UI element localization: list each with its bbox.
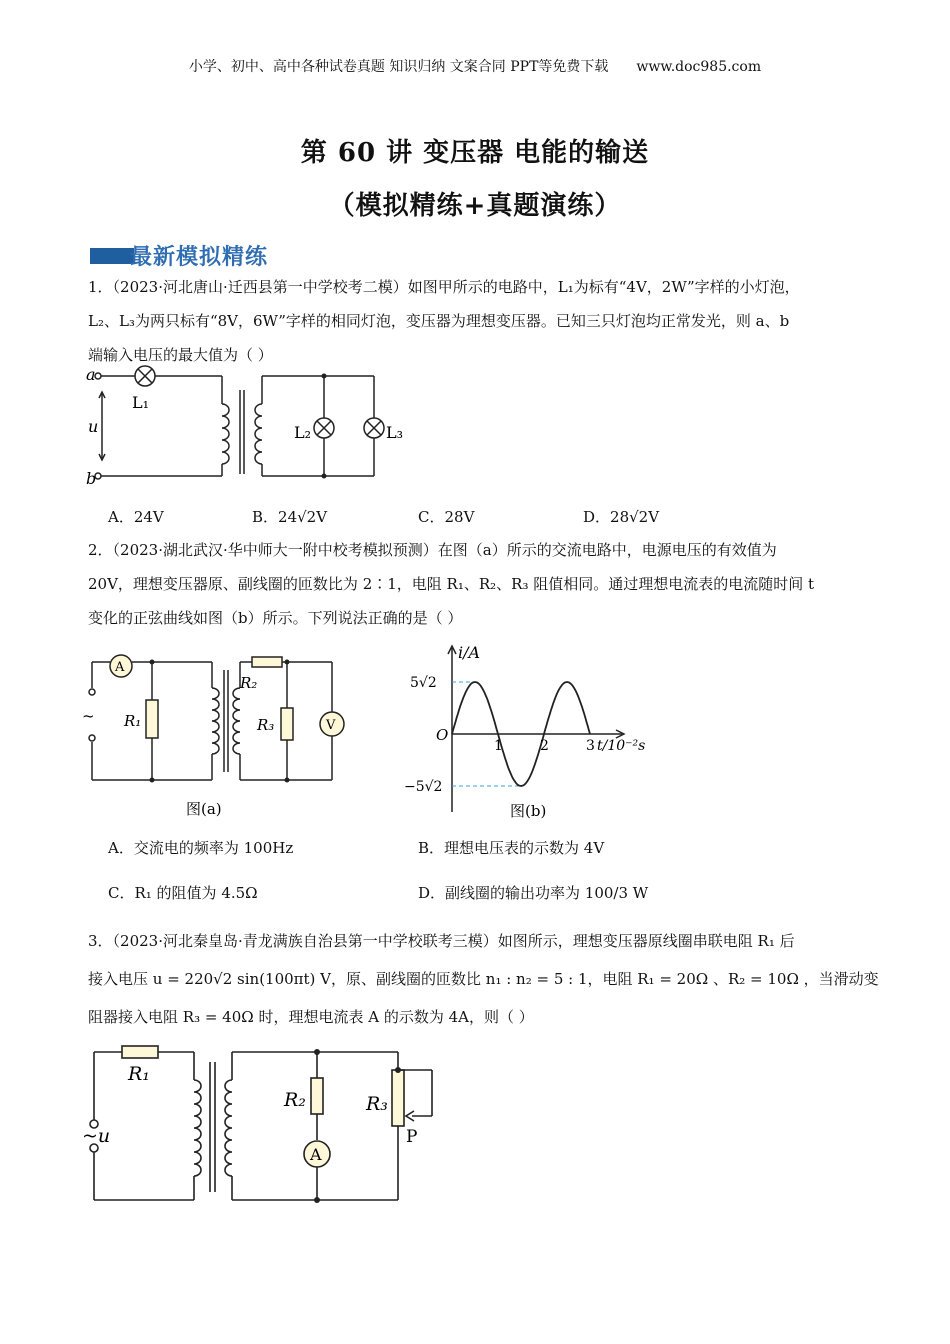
question-1 <box>88 270 868 372</box>
figure-a-caption: 图(a) <box>186 800 222 818</box>
q1-option-c[interactable]: C．28V <box>418 508 475 526</box>
y-tick-negative: −5√2 <box>404 779 443 795</box>
rheostat-r3-icon <box>392 1070 404 1126</box>
q1-option-a[interactable]: A．24V <box>108 508 164 526</box>
x-tick-2: 2 <box>540 738 549 754</box>
source-label: ~ <box>82 707 95 725</box>
r3-label: R₃ <box>366 1093 388 1115</box>
label-u: u <box>88 417 99 436</box>
label-l1: L₁ <box>132 393 150 412</box>
r2-label: R₂ <box>240 674 258 692</box>
source-label: ~u <box>82 1125 111 1147</box>
x-tick-3: 3 <box>586 738 595 754</box>
page-title: 第 60 讲 变压器 电能的输送 <box>300 138 650 168</box>
q2-option-a[interactable]: A．交流电的频率为 100Hz <box>108 839 294 857</box>
secondary-coil-icon <box>255 404 262 464</box>
y-axis-label: i/A <box>458 643 481 662</box>
question-2 <box>88 533 868 635</box>
label-l2: L₂ <box>294 423 312 442</box>
primary-coil-icon <box>212 688 219 754</box>
r1-label: R₁ <box>124 712 142 730</box>
section-label: 最新模拟精练 <box>130 245 269 270</box>
question-1-line-2: L₂、L₃为两只标有“8V，6W”字样的相同灯泡，变压器为理想变压器。已知三只灯泡均正常发光，则 a、b <box>88 312 790 330</box>
r1-label: R₁ <box>128 1063 150 1085</box>
question-2-line-1: 2．（2023·湖北武汉·华中师大一附中校考模拟预测）在图（a）所示的交流电路中，电源电压的有效值为 <box>88 541 777 559</box>
voltmeter-label: V <box>326 718 336 733</box>
y-tick-positive: 5√2 <box>410 675 437 691</box>
question-3-line-2: 接入电压 u = 220√2 sin(100πt) V，原、副线圈的匝数比 n₁ : n₂ = 5 : 1，电阻 R₁ = 20Ω 、R₂ = 10Ω ，当滑动变 <box>88 970 879 988</box>
question-3-line-1: 3．（2023·河北秦皇岛·青龙满族自治县第一中学校联考三模）如图所示，理想变压器原线圈串联电阻 R₁ 后 <box>88 932 795 950</box>
q2-option-d[interactable]: D．副线圈的输出功率为 100/3 W <box>418 884 649 902</box>
primary-coil-icon <box>194 1080 201 1176</box>
resistor-r2-icon <box>252 657 282 667</box>
section-bar <box>90 248 134 264</box>
question-1-line-1: 1．（2023·河北唐山·迁西县第一中学校考二模）如图甲所示的电路中，L₁为标有“4V，2W”字样的小灯泡， <box>88 278 800 296</box>
x-tick-1: 1 <box>494 738 503 754</box>
question-3-line-3: 阻器接入电阻 R₃ = 40Ω 时，理想电流表 A 的示数为 4A，则（ ） <box>88 1008 534 1026</box>
question-2-line-2: 20V，理想变压器原、副线圈的匝数比为 2∶1，电阻 R₁、R₂、R₃ 阻值相同。通过理想电流表的电流随时间 t <box>88 575 815 593</box>
question-3 <box>88 924 879 1034</box>
q2-circuit-figure-a <box>80 648 370 823</box>
figure-b-caption: 图(b) <box>510 802 547 820</box>
resistor-r3-icon <box>281 708 293 740</box>
r3-label: R₃ <box>257 716 275 734</box>
resistor-r2-icon <box>311 1078 323 1114</box>
r2-label: R₂ <box>284 1089 306 1111</box>
q3-circuit-figure <box>80 1040 450 1220</box>
resistor-r1-icon <box>122 1046 158 1058</box>
q2-option-c[interactable]: C．R₁ 的阻值为 4.5Ω <box>108 884 258 902</box>
question-2-line-3: 变化的正弦曲线如图（b）所示。下列说法正确的是（ ） <box>88 609 463 627</box>
ammeter-label: A <box>310 1145 322 1164</box>
label-b: b <box>86 469 97 488</box>
q1-option-d[interactable]: D．28√2V <box>583 508 660 526</box>
secondary-coil-icon <box>225 1080 232 1176</box>
x-axis-label: t/10⁻²s <box>597 738 646 754</box>
secondary-coil-icon <box>233 688 240 754</box>
label-a: a <box>86 365 96 384</box>
label-l3: L₃ <box>386 423 404 442</box>
ammeter-label: A <box>115 660 125 675</box>
question-1-line-3: 端输入电压的最大值为（ ） <box>88 346 273 364</box>
q1-option-b[interactable]: B．24√2V <box>252 508 328 526</box>
q2-chart-figure-b <box>400 640 660 825</box>
q1-circuit-figure <box>80 362 420 492</box>
q2-option-b[interactable]: B．理想电压表的示数为 4V <box>418 839 605 857</box>
resistor-r1-icon <box>146 700 158 738</box>
origin-label: O <box>436 726 449 744</box>
terminal-a <box>95 373 101 379</box>
page-subtitle: （模拟精练+真题演练） <box>328 191 622 221</box>
primary-coil-icon <box>222 404 229 464</box>
section-heading <box>90 240 330 270</box>
slider-label: P <box>406 1127 418 1147</box>
header-banner: 小学、初中、高中各种试卷真题 知识归纳 文案合同 PPT等免费下载 www.doc985.com <box>188 59 762 75</box>
